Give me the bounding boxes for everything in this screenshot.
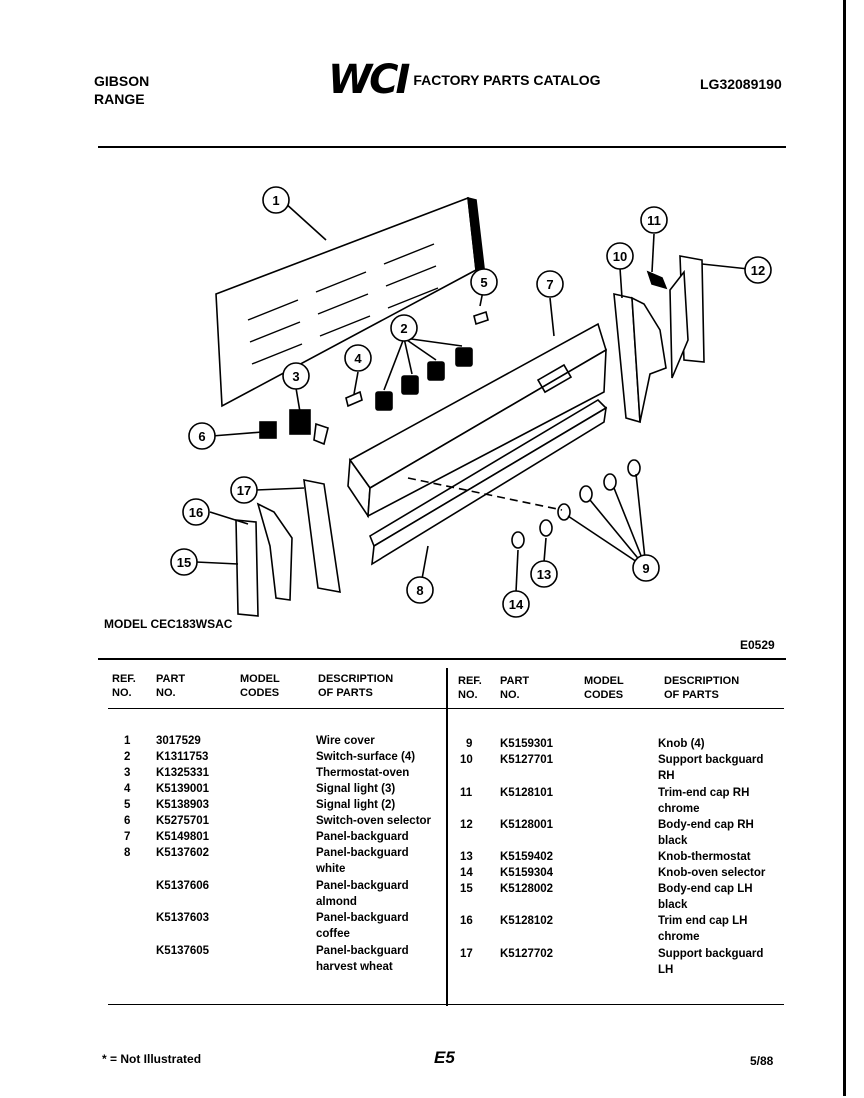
header-ref-left: REF. NO. [112, 673, 136, 699]
callout-4: 4 [354, 351, 362, 366]
callout-8: 8 [416, 583, 424, 598]
callout-3: 3 [292, 369, 300, 384]
callout-1: 1 [272, 193, 280, 208]
callout-12: 12 [750, 263, 766, 278]
brand-name: GIBSON [94, 73, 150, 89]
exploded-parts-diagram [98, 160, 788, 620]
diagram-code: E0529 [740, 638, 775, 652]
table-top-rule [98, 658, 786, 660]
header-desc-left: DESCRIPTION OF PARTS [318, 673, 394, 699]
callout-9: 9 [642, 561, 650, 576]
callout-16: 16 [188, 505, 204, 520]
header-part-right: PART NO. [500, 675, 530, 701]
column-divider [446, 668, 448, 1006]
page-number: E5 [434, 1048, 455, 1067]
trim-end-cap-rh-part [648, 272, 666, 288]
knob-thermostat-part [540, 520, 552, 536]
header-model-right: MODEL CODES [584, 675, 624, 701]
callout-2: 2 [400, 321, 408, 336]
brand-block [94, 72, 149, 108]
footnote: * = Not Illustrated [102, 1052, 202, 1066]
trim-end-cap-lh-part [258, 504, 292, 600]
catalog-title: FACTORY PARTS CATALOG [413, 72, 601, 88]
knob-oven-selector-part [512, 532, 524, 548]
header-ref-right: REF. NO. [458, 675, 482, 701]
callout-6: 6 [198, 429, 206, 444]
callout-7: 7 [546, 277, 554, 292]
header-rule [98, 146, 786, 148]
callout-13: 13 [536, 567, 552, 582]
product-type: RANGE [94, 91, 145, 107]
selector-switch-part [260, 422, 276, 438]
callout-11: 11 [647, 213, 661, 228]
support-backguard-lh-part [304, 480, 340, 592]
wci-logo: WCI [328, 57, 408, 103]
thermostat-part [290, 410, 310, 434]
header-part-left: PART NO. [156, 673, 186, 699]
header-model-left: MODEL CODES [240, 673, 280, 699]
signal-light-part [346, 392, 362, 406]
body-end-cap-lh-part [236, 520, 258, 616]
callout-17: 17 [236, 483, 252, 498]
surface-switch-part [376, 392, 392, 410]
model-number: MODEL CEC183WSAC [104, 617, 233, 631]
catalog-header [328, 57, 601, 103]
callout-14: 14 [508, 597, 524, 612]
revision-date: 5/88 [750, 1054, 774, 1068]
catalog-number: LG32089190 [700, 76, 782, 92]
knob-part [558, 504, 570, 520]
callout-15: 15 [176, 555, 192, 570]
callout-10: 10 [612, 249, 628, 264]
callout-5: 5 [480, 275, 488, 290]
table-bottom-rule [108, 1004, 784, 1005]
header-desc-right: DESCRIPTION OF PARTS [664, 675, 740, 701]
